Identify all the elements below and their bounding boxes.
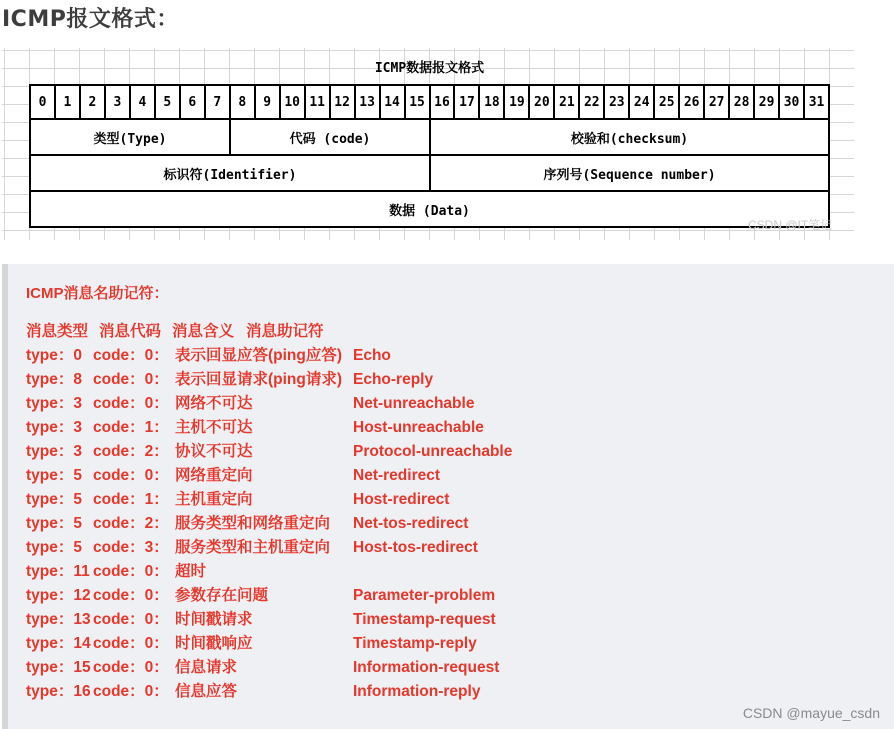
sequence-field: 序列号(Sequence number) (543, 167, 716, 183)
bit-cell: 7 (206, 86, 231, 118)
row-meaning: 参数存在问题 (175, 587, 269, 604)
row-meaning: 时间戳响应 (175, 635, 253, 652)
row-mnemonic: Echo-reply (353, 371, 434, 388)
bit-cell: 25 (655, 86, 680, 118)
row-code: code：2： (93, 515, 169, 532)
row-code: code：0： (93, 635, 169, 652)
row-type: type：13 (26, 611, 91, 628)
row-mnemonic: Host-unreachable (353, 419, 484, 436)
row-code: code：2： (93, 443, 169, 460)
bit-cell: 29 (755, 86, 780, 118)
bit-cell: 30 (780, 86, 805, 118)
row-type: type：8 (26, 371, 82, 388)
bit-cell: 19 (505, 86, 530, 118)
header-mnemonic: 消息助记符 (246, 323, 324, 340)
row-code: code：0： (93, 395, 169, 412)
row-meaning: 协议不可达 (175, 443, 253, 460)
bit-cell: 16 (431, 86, 456, 118)
row-code: code：3： (93, 539, 169, 556)
row-type: type：5 (26, 539, 82, 556)
row-meaning: 信息请求 (175, 659, 238, 676)
row-meaning: 网络重定向 (175, 467, 253, 484)
bit-cell: 3 (106, 86, 131, 118)
table-caption: ICMP数据报文格式 (374, 60, 485, 76)
row-code: code：0： (93, 371, 169, 388)
bit-cell: 0 (31, 86, 56, 118)
header-type: 消息类型 (26, 323, 89, 340)
row-mnemonic: Echo (353, 347, 391, 364)
checksum-field: 校验和(checksum) (570, 131, 689, 147)
row-mnemonic: Timestamp-request (353, 611, 496, 628)
header-meaning: 消息含义 (172, 323, 235, 340)
icmp-format-table (29, 48, 830, 230)
bit-cell: 5 (156, 86, 181, 118)
bit-cell: 22 (580, 86, 605, 118)
row-meaning: 时间戳请求 (175, 611, 253, 628)
row-code: code：0： (93, 683, 169, 700)
bit-cell: 23 (605, 86, 630, 118)
bit-cell: 6 (181, 86, 206, 118)
row-code: code：0： (93, 347, 169, 364)
bit-cell: 20 (530, 86, 555, 118)
type-field: 类型(Type) (31, 120, 231, 154)
row-type: type：0 (26, 347, 82, 364)
row-mnemonic: Timestamp-reply (353, 635, 477, 652)
row-code: code：0： (93, 563, 169, 580)
bit-cell: 26 (680, 86, 705, 118)
row-meaning: 服务类型和网络重定向 (175, 515, 331, 532)
mnemonic-header-row (26, 320, 324, 344)
row-meaning: 表示回显应答(ping应答) (175, 347, 343, 364)
row-code: code：1： (93, 491, 169, 508)
page-watermark: CSDN @mayue_csdn (742, 705, 880, 721)
row-type: type：3 (26, 443, 82, 460)
mnemonic-quote-block (2, 264, 894, 729)
row-type: type：3 (26, 419, 82, 436)
bit-index-row (29, 84, 830, 120)
row-mnemonic: Information-reply (353, 683, 481, 700)
bit-cell: 2 (81, 86, 106, 118)
identifier-field: 标识符(Identifier) (31, 156, 431, 190)
row-code: code：0： (93, 659, 169, 676)
row-type: type：15 (26, 659, 91, 676)
row-meaning: 超时 (175, 563, 207, 580)
row-meaning: 主机重定向 (175, 491, 253, 508)
row-mnemonic: Parameter-problem (353, 587, 496, 604)
row-meaning: 信息应答 (175, 683, 238, 700)
header-code: 消息代码 (99, 323, 162, 340)
bit-cell: 11 (306, 86, 331, 118)
data-row (29, 192, 830, 228)
bit-cell: 15 (406, 86, 431, 118)
row-type: type：5 (26, 491, 82, 508)
bit-cell: 9 (256, 86, 281, 118)
row-meaning: 网络不可达 (175, 395, 253, 412)
type-code-checksum-row (29, 120, 830, 156)
row-type: type：14 (26, 635, 91, 652)
row-type: type：3 (26, 395, 82, 412)
row-code: code：0： (93, 467, 169, 484)
bit-cell: 21 (555, 86, 580, 118)
row-mnemonic: Protocol-unreachable (353, 443, 513, 460)
row-type: type：5 (26, 467, 82, 484)
row-code: code：1： (93, 419, 169, 436)
row-code: code：0： (93, 587, 169, 604)
data-field: 数据 (Data) (389, 203, 470, 219)
identifier-sequence-row (29, 156, 830, 192)
row-mnemonic: Net-tos-redirect (353, 515, 469, 532)
row-type: type：16 (26, 683, 91, 700)
row-mnemonic: Information-request (353, 659, 500, 676)
image-watermark: CSDN @IT笔记 (748, 218, 833, 232)
bit-cell: 14 (381, 86, 406, 118)
bit-cell: 8 (231, 86, 256, 118)
bit-cell: 4 (131, 86, 156, 118)
row-meaning: 服务类型和主机重定向 (175, 539, 331, 556)
bit-cell: 12 (331, 86, 356, 118)
mnemonic-heading: ICMP消息名助记符： (26, 285, 169, 302)
bit-cell: 24 (630, 86, 655, 118)
row-type: type：11 (26, 563, 90, 580)
bit-cell: 18 (480, 86, 505, 118)
row-code: code：0： (93, 611, 169, 628)
row-meaning: 表示回显请求(ping请求) (175, 371, 343, 388)
bit-cell: 13 (356, 86, 381, 118)
bit-cell: 31 (808, 94, 825, 110)
row-mnemonic: Host-tos-redirect (353, 539, 478, 556)
bit-cell: 17 (455, 86, 480, 118)
row-type: type：12 (26, 587, 91, 604)
bit-cell: 28 (730, 86, 755, 118)
row-mnemonic: Net-redirect (353, 467, 440, 484)
page-title: ICMP报文格式： (2, 7, 179, 32)
bit-cell: 10 (281, 86, 306, 118)
bit-cell: 27 (705, 86, 730, 118)
row-mnemonic: Net-unreachable (353, 395, 475, 412)
bit-cell: 1 (56, 86, 81, 118)
code-field: 代码 (code) (231, 120, 431, 154)
row-mnemonic: Host-redirect (353, 491, 450, 508)
row-meaning: 主机不可达 (175, 419, 253, 436)
row-type: type：5 (26, 515, 82, 532)
